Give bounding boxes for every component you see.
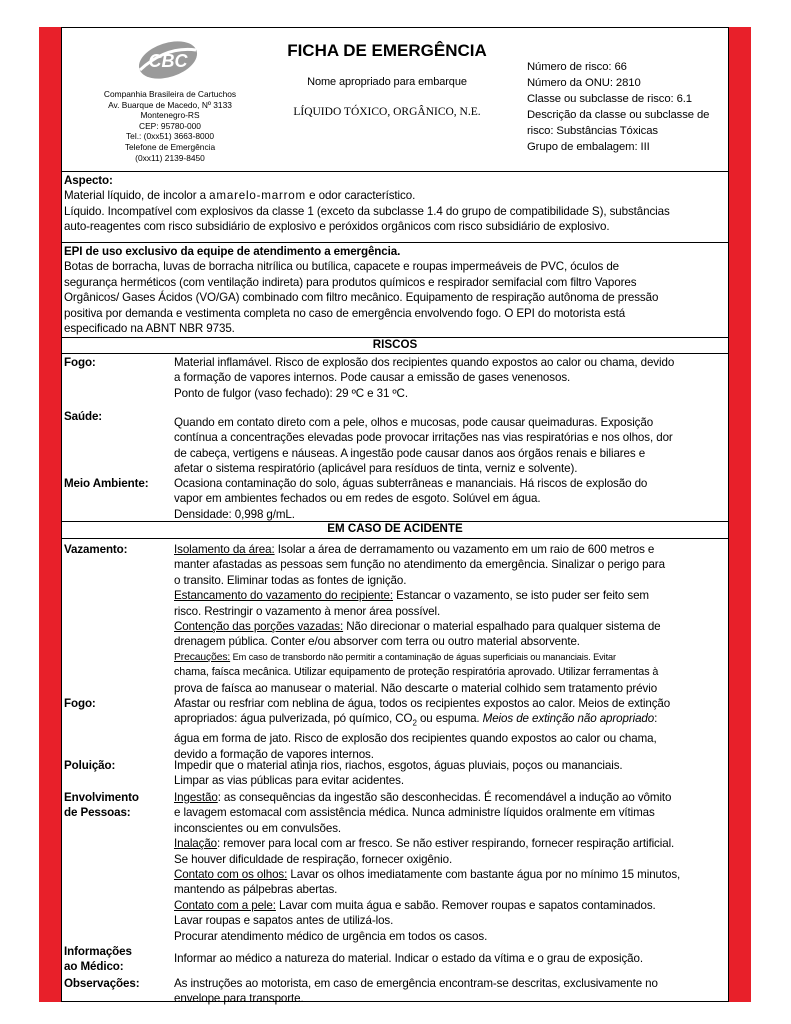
company-city: Montenegro-RS (140, 110, 200, 121)
medical-info-text: Informar ao médico a natureza do material. Indicar o estado da vítima e o grau de exposição. (174, 952, 643, 965)
leak-label: Vazamento: (64, 543, 128, 556)
class-description: Descrição da classe ou subclasse de (527, 109, 710, 121)
classification-block (527, 59, 727, 155)
aspect-line-3: auto-reagentes com risco subsidiário de explosivo e peróxidos orgânicos com risco subsidiário de explosivo. (64, 220, 610, 234)
emergency-sheet (61, 27, 729, 1006)
logo-text: CBC (148, 51, 188, 71)
pollution-label: Poluição: (64, 759, 116, 772)
epi-title: EPI de uso exclusivo da equipe de atendimento a emergência. (64, 245, 401, 258)
company-emergency-label: Telefone de Emergência (124, 141, 216, 152)
environment-risk-label: Meio Ambiente: (64, 477, 149, 490)
aspect-line-1: Material líquido, de incolor a amarelo-marrom e odor característico. (64, 189, 416, 203)
observations-label: Observações: (64, 977, 140, 990)
aspect-section (62, 171, 728, 243)
risk-number: Número de risco: 66 (527, 61, 627, 73)
fire-risk-text: Material inflamável. Risco de explosão dos recipientes quando expostos ao calor ou chama, devido a formação de vapores internos. Pode causar a emissão de gases venenosos. Ponto de fulgor (vaso fechado): 29 ºC e 31 ºC. (174, 356, 675, 400)
company-cep: CEP: 95780-000 (139, 120, 201, 131)
risks-header (62, 337, 728, 354)
company-info (70, 89, 270, 163)
class-description-cont: risco: Substâncias Tóxicas (527, 125, 658, 137)
accident-title: EM CASO DE ACIDENTE (327, 522, 463, 535)
shipping-name-label: Nome apropriado para embarque (307, 76, 467, 88)
company-emergency-phone: (0xx11) 2139-8450 (135, 152, 205, 163)
right-red-border (729, 27, 751, 1002)
people-involvement-label: Envolvimento de Pessoas: (64, 791, 139, 820)
risks-title: RISCOS (372, 338, 418, 351)
pollution-text: Impedir que o material atinja rios, riachos, esgotos, águas pluviais, poços ou mananciais. Limpar as vias públicas para evitar acidentes. (174, 759, 623, 788)
observations-text: As instruções ao motorista, em caso de emergência encontram-se descritas, exclusivamente no envelope para transporte. (174, 977, 658, 1006)
medical-info-label: Informações ao Médico: (64, 945, 132, 974)
health-risk-label: Saúde: (64, 410, 103, 423)
packing-group: Grupo de embalagem: III (527, 141, 650, 153)
environment-risk-text: Ocasiona contaminação do solo, águas subterrâneas e mananciais. Há riscos de explosão do vapor em ambientes fechados ou em redes de esgoto. Solúvel em água. Densidade: 0,998 g/mL. (174, 477, 648, 521)
risks-section (62, 353, 728, 522)
accident-section (62, 539, 728, 1006)
fire-label: Fogo: (64, 697, 96, 710)
fire-text: Afastar ou resfriar com neblina de água, todos os recipientes expostos ao calor. Meios de extinção apropriados: água pulverizada, pó químico, $CO_2$ ou espuma. Meios de extinção não apropriado: água em forma de jato. Risco de explosão dos recipientes quando expostos ao calor ou chama, devido a formação de vapores internos. (174, 697, 671, 761)
epi-section (62, 242, 728, 338)
fire-risk-label: Fogo: (64, 356, 96, 369)
header-section (62, 28, 728, 172)
accident-header (62, 521, 728, 539)
epi-line-3: Orgânicos/ Gases Ácidos (VO/GA) combinado com filtro mecânico. Equipamento de respiração autônoma de pressão (64, 291, 659, 305)
leak-text: Isolamento da área: Isolar a área de derramamento ou vazamento em um raio de 600 metros e manter afastadas as pessoas sem função no atendimento da emergência. Sinalizar o perigo para o transito. Eliminar todas as fontes de ignição. Estancamento do vazamento do recipiente: Estancar o vazamento, se isto puder ser feito sem risco. Restringir o vazamento à menor área possível. Contenção das porções vazadas: Não direcionar o material espalhado para qualquer sistema de drenagem pública. Conter e/ou absorver com terra ou outro material absorvente. Precauções: Em caso de transbordo não permitir a contaminação de águas superficiais ou mananciais. Evitar chama, faísca mecânica. Utilizar equipamento de proteção respiratória aprovado. Utilizar ferramentas à prova de faísca ao manusear o material. Não descarte o material colhido sem tratamento prévio (174, 543, 665, 695)
cbc-logo (130, 40, 202, 80)
epi-line-5: especificado na ABNT NBR 9735. (64, 322, 235, 336)
company-address: Av. Buarque de Macedo, Nº 3133 (108, 99, 232, 110)
epi-line-2: segurança herméticos (com ventilação indireta) para produtos químicos e respirador semifacial com filtro Vapores (64, 275, 637, 289)
health-risk-text: Quando em contato direto com a pele, olhos e mucosas, pode causar queimaduras. Exposição contínua a concentrações elevadas pode provocar irritações nas vias respiratórias e nos olhos, dor de cabeça, vertigens e náuseas. A ingestão pode causar danos aos órgãos renais e biliares e afetar o sistema respiratório (aplicável para resíduos de tinta, verniz e solvente). (174, 416, 673, 476)
epi-line-4: positiva por demanda e vestimenta completa no caso de emergência envolvendo fogo. O EPI do motorista está (64, 306, 626, 320)
company-name: Companhia Brasileira de Cartuchos (103, 89, 237, 99)
aspect-line-2: Líquido. Incompatível com explosivos da classe 1 (exceto da subclasse 1.4 do grupo de compatibilidade S), substâncias (64, 204, 670, 218)
left-red-border (39, 27, 61, 1002)
risk-class: Classe ou subclasse de risco: 6.1 (527, 93, 692, 105)
people-involvement-text: Ingestão: as consequências da ingestão são desconhecidas. É recomendável a indução ao vômito e lavagem estomacal com assistência médica. Nunca administre líquidos oralmente em vítimas inconscientes ou em convulsões. Inalação: remover para local com ar fresco. Se não estiver respirando, fornecer respiração artificial. Se houver dificuldade de respiração, fornecer oxigênio. Contato com os olhos: Lavar os olhos imediatamente com bastante água por no mínimo 15 minutos, mantendo as pálpebras abertas. Contato com a pele: Lavar com muita água e sabão. Remover roupas e sapatos contaminados. Lavar roupas e sapatos antes de utilizá-los. Procurar atendimento médico de urgência em todos os casos. (174, 791, 681, 943)
epi-line-1: Botas de borracha, luvas de borracha nitrílica ou butílica, capacete e roupas impermeáveis de PVC, óculos de (64, 260, 620, 274)
shipping-name: LÍQUIDO TÓXICO, ORGÂNICO, N.E. (293, 106, 481, 118)
aspect-title: Aspecto: (64, 174, 113, 187)
un-number: Número da ONU: 2810 (527, 77, 641, 89)
page-title: FICHA DE EMERGÊNCIA (287, 41, 487, 60)
company-phone: Tel.: (0xx51) 3663-8000 (126, 131, 214, 142)
